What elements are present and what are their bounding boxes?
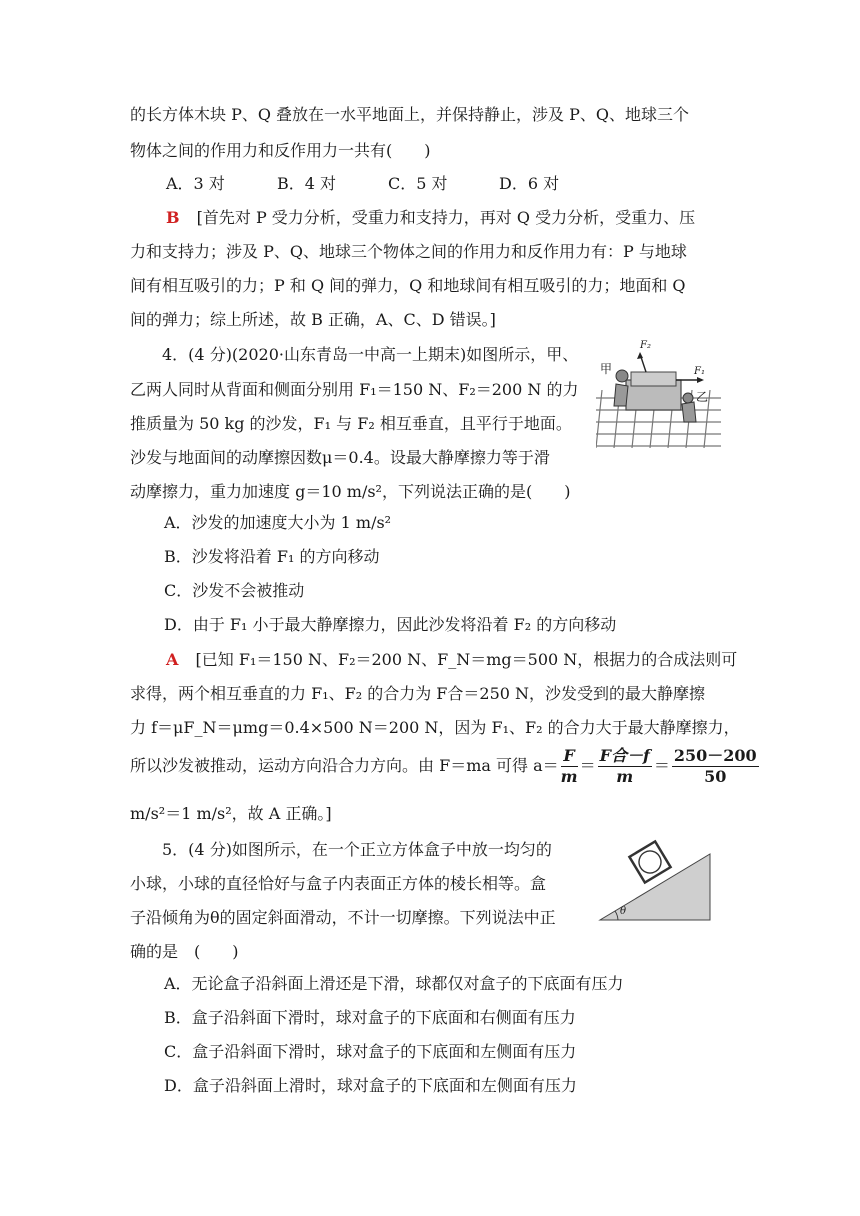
question4-option-b: B．沙发将沿着 F₁ 的方向移动	[164, 547, 380, 566]
fraction-f-over-m	[561, 746, 578, 787]
question3-answer-line1	[166, 206, 695, 230]
question3-answer-letter: B	[166, 208, 180, 227]
question3-stem-line2: 物体之间的作用力和反作用力一共有( )	[130, 141, 431, 160]
question4-explanation-4: 所以沙发被推动，运动方向沿合力方向。由 F＝ma 可得 a＝ $\frac{F}{m}$ ＝ $\frac{\text{F合－f}}{m}$ ＝ $\frac{250-200}{50}$	[130, 746, 757, 786]
label-person-yi: 乙	[696, 390, 709, 404]
fraction3-denominator: 50	[704, 767, 727, 786]
fraction2-denominator: m	[616, 767, 634, 786]
question4-stem-2: 乙两人同时从背面和侧面分别用 F₁＝150 N、F₂＝200 N 的力	[130, 380, 579, 399]
question3-option-b: B．4 对	[277, 174, 337, 193]
question5-stem-1: 5．(4 分)如图所示，在一个正立方体盒子中放一均匀的	[162, 840, 552, 859]
fraction1-denominator: m	[560, 767, 578, 786]
label-angle-theta: θ	[620, 906, 627, 917]
fraction-numeric	[672, 746, 759, 787]
sofa-push-figure	[596, 340, 726, 450]
question4-explanation-1: [已知 F₁＝150 N、F₂＝200 N、F_N＝mg＝500 N，根据力的合成法则可	[195, 650, 738, 669]
question5-option-b: B．盒子沿斜面下滑时，球对盒子的下底面和右侧面有压力	[164, 1008, 576, 1027]
question4-stem-1: 4．(4 分)(2020·山东青岛一中高一上期末)如图所示，甲、	[162, 345, 579, 364]
question3-option-c: C．5 对	[388, 174, 448, 193]
question3-stem-line1: 的长方体木块 P、Q 叠放在一水平地面上，并保持静止，涉及 P、Q、地球三个	[130, 105, 690, 124]
question4-explanation-4-text: 所以沙发被推动，运动方向沿合力方向。由 F＝ma 可得 a＝	[130, 756, 559, 775]
question4-stem-3: 推质量为 50 kg 的沙发，F₁ 与 F₂ 相互垂直，且平行于地面。	[130, 414, 572, 433]
question5-option-d: D．盒子沿斜面上滑时，球对盒子的下底面和左侧面有压力	[164, 1076, 577, 1095]
fraction2-numerator: F合－f	[599, 746, 650, 765]
question3-explanation-2: 力和支持力；涉及 P、Q、地球三个物体之间的作用力和反作用力有：P 与地球	[130, 242, 687, 261]
question3-option-d: D．6 对	[499, 174, 560, 193]
question4-answer-letter: A	[166, 650, 179, 669]
question4-option-a: A．沙发的加速度大小为 1 m/s²	[164, 513, 392, 532]
fraction1-numerator: F	[561, 746, 578, 767]
question4-stem-5: 动摩擦力，重力加速度 g＝10 m/s²，下列说法正确的是( )	[130, 482, 571, 501]
question4-option-c: C．沙发不会被推动	[164, 581, 305, 600]
label-force-f1: F₁	[694, 366, 705, 377]
fraction-fnet-minus-f-over-m	[598, 746, 652, 787]
question3-option-a: A．3 对	[166, 174, 225, 193]
question5-option-c: C．盒子沿斜面下滑时，球对盒子的下底面和左侧面有压力	[164, 1042, 577, 1061]
question5-stem-3: 子沿倾角为θ的固定斜面滑动，不计一切摩擦。下列说法中正	[130, 908, 556, 927]
question3-explanation-1: [首先对 P 受力分析，受重力和支持力，再对 Q 受力分析，受重力、压	[196, 208, 696, 227]
question5-stem-2: 小球，小球的直径恰好与盒子内表面正方体的棱长相等。盒	[130, 874, 547, 893]
question5-stem-4: 确的是 ( )	[130, 942, 239, 961]
question4-answer-line1	[166, 648, 737, 672]
label-person-jia: 甲	[600, 362, 613, 376]
question4-explanation-2: 求得，两个相互垂直的力 F₁、F₂ 的合力为 F合＝250 N，沙发受到的最大静摩擦	[130, 684, 706, 703]
question4-stem-4: 沙发与地面间的动摩擦因数μ＝0.4。设最大静摩擦力等于滑	[130, 448, 550, 467]
question4-option-d: D．由于 F₁ 小于最大静摩擦力，因此沙发将沿着 F₂ 的方向移动	[164, 615, 617, 634]
question5-option-a: A．无论盒子沿斜面上滑还是下滑，球都仅对盒子的下底面有压力	[164, 974, 624, 993]
label-force-f2: F₂	[640, 340, 651, 351]
question3-explanation-4: 间的弹力；综上所述，故 B 正确，A、C、D 错误。]	[130, 310, 496, 329]
fraction3-numerator: 250－200	[673, 746, 757, 765]
question4-explanation-3: 力 f＝μF_N＝μmg＝0.4×500 N＝200 N，因为 F₁、F₂ 的合力大于最大静摩擦力，	[130, 718, 740, 737]
question4-explanation-end: m/s²＝1 m/s²，故 A 正确。]	[130, 804, 332, 823]
question3-explanation-3: 间有相互吸引的力；P 和 Q 间的弹力，Q 和地球间有相互吸引的力；地面和 Q	[130, 276, 686, 295]
incline-box-figure	[598, 834, 713, 924]
